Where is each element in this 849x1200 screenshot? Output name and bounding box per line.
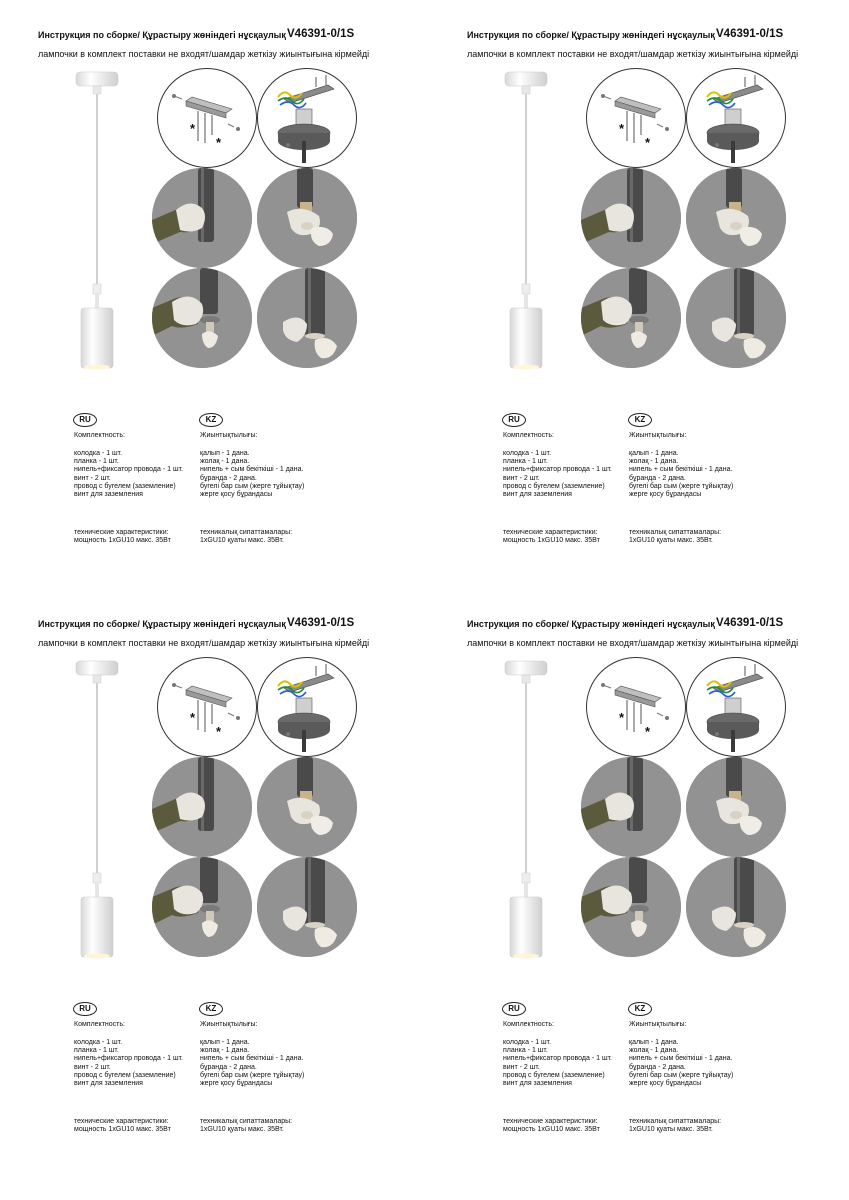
kz-specs-value: 1xGU10 қуаты макс. 35Вт.: [629, 537, 713, 545]
ru-section-label: Комплектность:: [74, 432, 125, 439]
ru-specs: [74, 529, 171, 545]
list-item: нипель+фиксатор провода - 1 шт.: [503, 1055, 612, 1063]
ru-specs: [503, 1118, 600, 1134]
pendant-lamp-illustration: [491, 657, 561, 967]
ru-language-badge: RU: [73, 1002, 97, 1016]
ru-language-badge: RU: [502, 1002, 526, 1016]
list-item: жолақ - 1 дана.: [200, 1047, 250, 1055]
ru-items-list: [503, 1039, 612, 1088]
list-item: бугелі бар сым (жерге тұйықтау): [200, 1071, 305, 1079]
pendant-lamp-illustration: [491, 68, 561, 378]
ru-specs-value: мощность 1xGU10 макс. 35Вт: [503, 1126, 600, 1134]
ru-items-list: [74, 1039, 183, 1088]
list-item: колодка - 1 шт.: [503, 1039, 552, 1046]
ru-specs: [503, 529, 600, 545]
ru-specs-value: мощность 1xGU10 макс. 35Вт: [74, 537, 171, 545]
pendant-lamp-illustration: [62, 68, 132, 378]
kz-specs: [629, 529, 721, 545]
assembly-photo-step-4: [686, 268, 786, 368]
bulbs-note: лампочки в комплект поставки не входят/шамдар жеткізу жиынтығына кірмейді: [38, 49, 370, 59]
assembly-photo-step-2: [686, 168, 786, 268]
ru-specs-value: мощность 1xGU10 макс. 35Вт: [74, 1126, 171, 1134]
kz-language-badge: KZ: [199, 1002, 223, 1016]
ru-section-label: Комплектность:: [503, 1021, 554, 1028]
bulbs-note: лампочки в комплект поставки не входят/шамдар жеткізу жиынтығына кірмейді: [38, 638, 370, 648]
star-mark: *: [619, 710, 625, 725]
ru-language-badge: RU: [502, 413, 526, 427]
list-item: винт для заземления: [503, 490, 572, 498]
instruction-panel: [0, 0, 420, 590]
assembly-photo-step-1: [152, 168, 252, 268]
assembly-photo-step-2: [686, 757, 786, 857]
assembly-photo-step-3: [581, 268, 681, 368]
assembly-photo-step-2: [257, 168, 357, 268]
ru-specs-label: технические характеристики:: [74, 529, 169, 536]
model-code: V46391-0/1S: [716, 617, 784, 629]
assembly-photo-step-1: [581, 168, 681, 268]
ru-language-badge: RU: [73, 413, 97, 427]
mounting-bar-diagram: [586, 657, 686, 757]
kz-specs: [200, 1118, 292, 1134]
assembly-photo-step-3: [152, 857, 252, 957]
list-item: қалып - 1 дана.: [629, 1039, 679, 1046]
assembly-photo-step-2: [257, 757, 357, 857]
list-item: провод с бугелем (заземление): [74, 1071, 176, 1079]
kz-language-badge: KZ: [628, 1002, 652, 1016]
bulbs-note: лампочки в комплект поставки не входят/шамдар жеткізу жиынтығына кірмейді: [467, 638, 799, 648]
list-item: жолақ - 1 дана.: [629, 1047, 679, 1055]
list-item: бұранда - 2 дана.: [629, 1063, 686, 1071]
list-item: колодка - 1 шт.: [74, 450, 123, 457]
instruction-title: Инструкция по сборке/ Құрастыру жөніндегі нұсқаулық: [467, 30, 715, 40]
list-item: қалып - 1 дана.: [200, 450, 250, 457]
kz-specs-value: 1xGU10 қуаты макс. 35Вт.: [200, 1126, 284, 1134]
kz-items-list: [200, 450, 304, 499]
list-item: жерге қосу бұрандасы: [200, 1079, 273, 1087]
list-item: провод с бугелем (заземление): [503, 482, 605, 490]
ru-specs-label: технические характеристики:: [503, 529, 598, 536]
list-item: нипель+фиксатор провода - 1 шт.: [74, 1055, 183, 1063]
assembly-photo-step-3: [581, 857, 681, 957]
bulbs-note: лампочки в комплект поставки не входят/шамдар жеткізу жиынтығына кірмейді: [467, 49, 799, 59]
star-mark: *: [190, 121, 196, 136]
kz-specs-value: 1xGU10 қуаты макс. 35Вт.: [200, 537, 284, 545]
list-item: нипель+фиксатор провода - 1 шт.: [74, 466, 183, 474]
kz-section-label: Жиынтықтылығы:: [200, 1021, 258, 1028]
list-item: бугелі бар сым (жерге тұйықтау): [629, 482, 734, 490]
list-item: бугелі бар сым (жерге тұйықтау): [629, 1071, 734, 1079]
ceiling-canopy-diagram: [686, 68, 786, 168]
model-code: V46391-0/1S: [287, 617, 355, 629]
list-item: колодка - 1 шт.: [74, 1039, 123, 1046]
kz-specs-value: 1xGU10 қуаты макс. 35Вт.: [629, 1126, 713, 1134]
ru-specs: [74, 1118, 171, 1134]
kz-specs-label: техникалық сипаттамалары:: [629, 1118, 722, 1125]
list-item: қалып - 1 дана.: [629, 450, 679, 457]
ru-items-list: [503, 450, 612, 499]
ru-specs-label: технические характеристики:: [74, 1118, 169, 1125]
kz-section-label: Жиынтықтылығы:: [629, 1021, 687, 1028]
list-item: нипель + сым бекіткіші - 1 дана.: [629, 466, 733, 474]
list-item: жерге қосу бұрандасы: [629, 1079, 702, 1087]
kz-items-list: [629, 450, 733, 499]
ru-specs-value: мощность 1xGU10 макс. 35Вт: [503, 537, 600, 545]
instruction-title: Инструкция по сборке/ Құрастыру жөніндегі нұсқаулық: [38, 30, 286, 40]
list-item: винт - 2 шт.: [503, 1063, 540, 1071]
list-item: планка - 1 шт.: [74, 1047, 119, 1055]
star-mark: *: [645, 135, 651, 150]
list-item: планка - 1 шт.: [503, 1047, 548, 1055]
assembly-photo-step-1: [581, 757, 681, 857]
list-item: провод с бугелем (заземление): [74, 482, 176, 490]
mounting-bar-diagram: [157, 68, 257, 168]
star-mark: *: [216, 135, 222, 150]
instruction-panel: [0, 589, 420, 1179]
assembly-photo-step-3: [152, 268, 252, 368]
model-code: V46391-0/1S: [716, 28, 784, 40]
star-mark: *: [216, 724, 222, 739]
instruction-panel: [429, 589, 849, 1179]
list-item: бұранда - 2 дана.: [200, 474, 257, 482]
list-item: винт - 2 шт.: [74, 1063, 111, 1071]
list-item: бұранда - 2 дана.: [629, 474, 686, 482]
model-code: V46391-0/1S: [287, 28, 355, 40]
list-item: винт - 2 шт.: [74, 474, 111, 482]
list-item: нипель + сым бекіткіші - 1 дана.: [200, 466, 304, 474]
ceiling-canopy-diagram: [686, 657, 786, 757]
list-item: жерге қосу бұрандасы: [200, 490, 273, 498]
kz-language-badge: KZ: [628, 413, 652, 427]
kz-specs: [200, 529, 292, 545]
list-item: нипель+фиксатор провода - 1 шт.: [503, 466, 612, 474]
ru-section-label: Комплектность:: [74, 1021, 125, 1028]
star-mark: *: [645, 724, 651, 739]
kz-section-label: Жиынтықтылығы:: [200, 432, 258, 439]
ru-section-label: Комплектность:: [503, 432, 554, 439]
list-item: нипель + сым бекіткіші - 1 дана.: [629, 1055, 733, 1063]
list-item: нипель + сым бекіткіші - 1 дана.: [200, 1055, 304, 1063]
mounting-bar-diagram: [157, 657, 257, 757]
star-mark: *: [619, 121, 625, 136]
assembly-photo-step-4: [257, 268, 357, 368]
list-item: винт для заземления: [74, 1079, 143, 1087]
list-item: колодка - 1 шт.: [503, 450, 552, 457]
ceiling-canopy-diagram: [257, 68, 357, 168]
list-item: жолақ - 1 дана.: [629, 458, 679, 466]
star-mark: *: [190, 710, 196, 725]
assembly-photo-step-4: [686, 857, 786, 957]
list-item: винт - 2 шт.: [503, 474, 540, 482]
list-item: қалып - 1 дана.: [200, 1039, 250, 1046]
instruction-panel: [429, 0, 849, 590]
assembly-photo-step-1: [152, 757, 252, 857]
kz-language-badge: KZ: [199, 413, 223, 427]
list-item: винт для заземления: [503, 1079, 572, 1087]
list-item: жерге қосу бұрандасы: [629, 490, 702, 498]
kz-section-label: Жиынтықтылығы:: [629, 432, 687, 439]
mounting-bar-diagram: [586, 68, 686, 168]
kz-specs: [629, 1118, 721, 1134]
ru-items-list: [74, 450, 183, 499]
list-item: планка - 1 шт.: [503, 458, 548, 466]
kz-specs-label: техникалық сипаттамалары:: [629, 529, 722, 536]
kz-items-list: [629, 1039, 733, 1088]
kz-items-list: [200, 1039, 304, 1088]
instruction-title: Инструкция по сборке/ Құрастыру жөніндегі нұсқаулық: [467, 619, 715, 629]
kz-specs-label: техникалық сипаттамалары:: [200, 529, 293, 536]
list-item: планка - 1 шт.: [74, 458, 119, 466]
ru-specs-label: технические характеристики:: [503, 1118, 598, 1125]
ceiling-canopy-diagram: [257, 657, 357, 757]
list-item: жолақ - 1 дана.: [200, 458, 250, 466]
list-item: провод с бугелем (заземление): [503, 1071, 605, 1079]
instruction-title: Инструкция по сборке/ Құрастыру жөніндегі нұсқаулық: [38, 619, 286, 629]
assembly-photo-step-4: [257, 857, 357, 957]
pendant-lamp-illustration: [62, 657, 132, 967]
list-item: бұранда - 2 дана.: [200, 1063, 257, 1071]
kz-specs-label: техникалық сипаттамалары:: [200, 1118, 293, 1125]
list-item: винт для заземления: [74, 490, 143, 498]
list-item: бугелі бар сым (жерге тұйықтау): [200, 482, 305, 490]
